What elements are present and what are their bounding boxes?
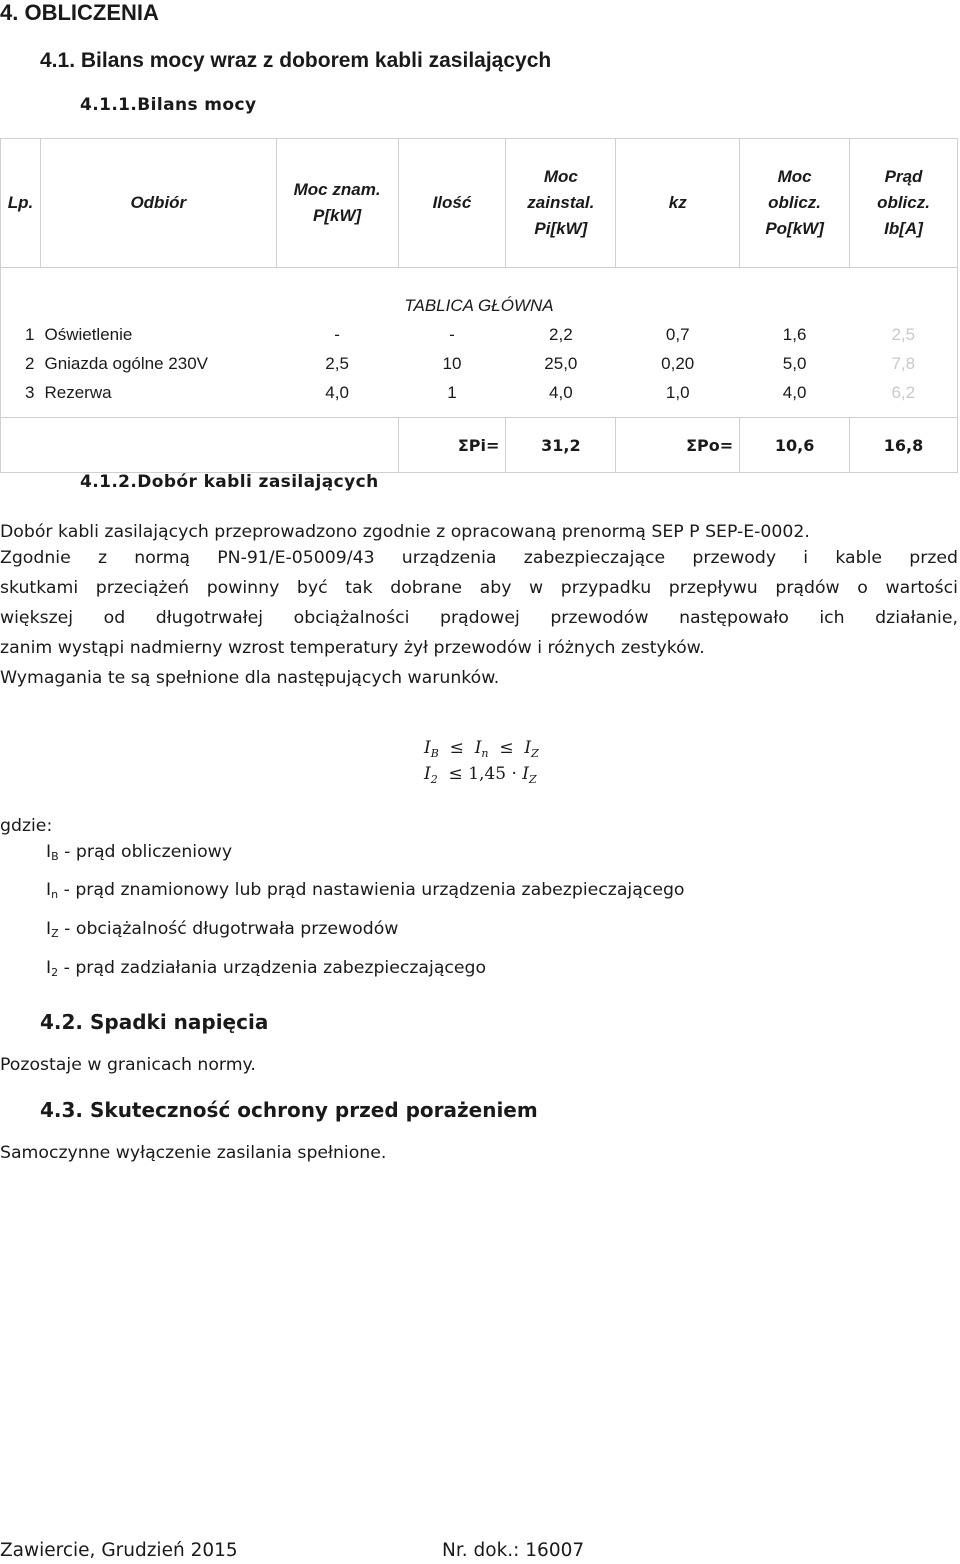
definition-item: $I_n$ - prąd znamionowy lub prąd nastawienia urządzenia zabezpieczającego [46, 880, 685, 901]
sum-pi-label: ΣPi= [398, 418, 506, 473]
section-heading-4-3: 4.3. Skuteczność ochrony przed porażeniem [40, 1098, 538, 1122]
sum-ib-value: 16,8 [850, 418, 958, 473]
cell-rated-power: 2,5 [325, 353, 349, 373]
cell-lp: 3 [1, 378, 41, 407]
cell-name: Oświetlenie [44, 324, 133, 344]
group-title: TABLICA GŁÓWNA [1, 268, 958, 321]
cell-installed-power: 25,0 [544, 353, 578, 373]
cell-installed-power: 4,0 [549, 382, 573, 402]
table-row [1, 378, 958, 407]
cell-calculated-power: 5,0 [782, 353, 807, 373]
cables-paragraph-line: większej od długotrwałej obciążalności prądowej przewodów następowało ich działanie, [0, 608, 958, 628]
formula-line-1: $I_B \le I_n \le I_Z$ [424, 738, 539, 760]
sum-po-value: 10,6 [740, 418, 850, 473]
cell-rated-power: 4,0 [325, 382, 349, 402]
table-group-row [1, 268, 958, 321]
cell-lp: 2 [1, 349, 41, 378]
cell-calculated-power: 1,6 [782, 324, 807, 344]
cell-quantity: 1 [447, 382, 457, 402]
subsection-heading-4-1-1: 4.1.1.Bilans mocy [80, 95, 257, 115]
definition-item: $I_B$ - prąd obliczeniowy [46, 842, 233, 863]
definitions-intro: gdzie: [0, 816, 53, 836]
header-rated-power: Moc znam. P[kW] [276, 139, 398, 268]
header-kz: kz [616, 139, 740, 268]
header-lp: Lp. [1, 139, 41, 268]
header-installed-power: Moc zainstal. Pi[kW] [506, 139, 616, 268]
table-spacer-row [1, 407, 958, 418]
cables-paragraph-line: skutkami przeciążeń powinny być tak dobrane aby w przypadku przepływu prądów o wartości [0, 578, 958, 598]
definition-item: $I_2$ - prąd zadziałania urządzenia zabezpieczającego [46, 958, 487, 979]
cables-paragraph-line: Dobór kabli zasilających przeprowadzono zgodnie z opracowaną prenormą SEP P SEP-E-0002. [0, 522, 810, 542]
cables-paragraph-line: Wymagania te są spełnione dla następujących warunków. [0, 668, 500, 688]
subsection-heading-4-1: 4.1. Bilans mocy wraz z doborem kabli zasilających [40, 49, 552, 72]
cell-rated-power: - [334, 324, 340, 344]
cables-paragraph-line: Zgodnie z normą PN-91/E-05009/43 urządzenia zabezpieczające przewody i kable przed [0, 548, 958, 568]
table-header-row [1, 139, 958, 268]
cell-name: Gniazda ogólne 230V [44, 353, 208, 373]
cell-calculated-current: 6,2 [850, 378, 958, 407]
cell-quantity: 10 [442, 353, 462, 373]
formula-line-2: $I_2 \le 1,45 \cdot I_Z$ [424, 764, 537, 786]
cell-kz: 1,0 [665, 382, 690, 402]
table-summary-row [1, 418, 958, 473]
cell-calculated-power: 4,0 [782, 382, 807, 402]
voltage-drop-text: Pozostaje w granicach normy. [0, 1055, 256, 1075]
cell-calculated-current: 7,8 [850, 349, 958, 378]
cell-kz: 0,7 [665, 324, 690, 344]
table-row [1, 320, 958, 349]
cell-calculated-current: 2,5 [850, 320, 958, 349]
header-quantity: Ilość [398, 139, 506, 268]
summary-blank-cell [1, 418, 399, 473]
protection-text: Samoczynne wyłączenie zasilania spełnione. [0, 1143, 387, 1163]
sum-pi-value: 31,2 [506, 418, 616, 473]
cell-name: Rezerwa [44, 382, 112, 402]
footer-document-number: Nr. dok.: 16007 [442, 1540, 585, 1561]
cell-installed-power: 2,2 [549, 324, 573, 344]
cell-quantity: - [449, 324, 455, 344]
section-heading-4-2: 4.2. Spadki napięcia [40, 1010, 269, 1034]
definition-item: $I_Z$ - obciążalność długotrwała przewodów [46, 919, 399, 940]
subsection-heading-4-1-2: 4.1.2.Dobór kabli zasilających [80, 472, 379, 492]
sum-po-label: ΣPo= [616, 418, 740, 473]
cell-kz: 0,20 [661, 353, 695, 373]
header-calculated-current: Prąd oblicz. Ib[A] [850, 139, 958, 268]
footer-place-date: Zawiercie, Grudzień 2015 [0, 1540, 238, 1561]
cell-lp: 1 [1, 320, 41, 349]
table-row [1, 349, 958, 378]
header-odbior: Odbiór [40, 139, 276, 268]
section-heading-4: 4. OBLICZENIA [0, 0, 159, 25]
cables-paragraph-line: zanim wystąpi nadmierny wzrost temperatury żył przewodów i różnych zestyków. [0, 638, 705, 658]
header-calculated-power: Moc oblicz. Po[kW] [740, 139, 850, 268]
power-balance-table [0, 138, 958, 473]
